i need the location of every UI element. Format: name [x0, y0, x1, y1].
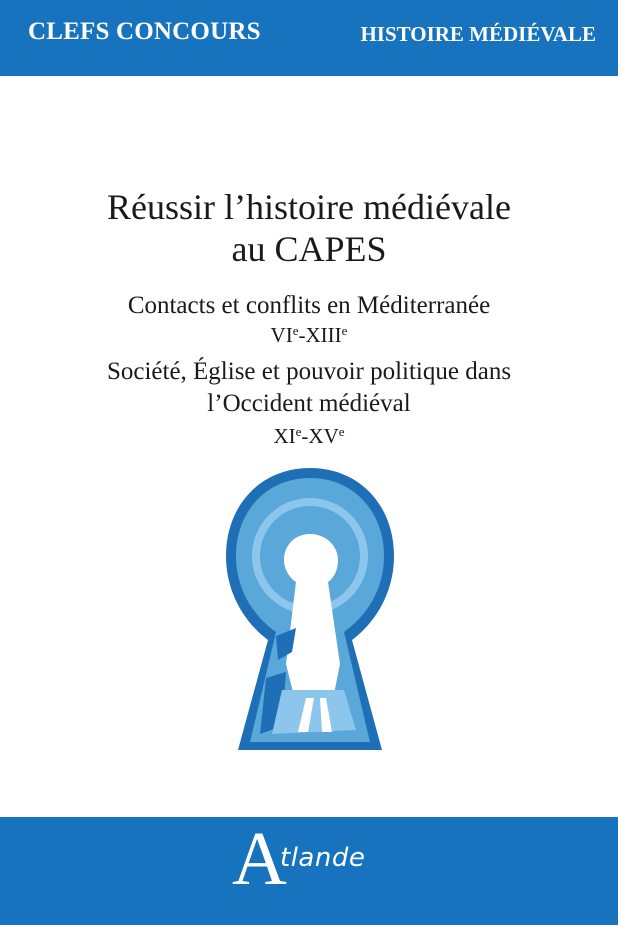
- header-band: [0, 0, 618, 76]
- subject-1-period: VIe-XIIIe: [270, 323, 348, 347]
- logo-initial: A: [232, 817, 287, 901]
- subjects: [0, 290, 618, 449]
- subject-2-title-line-1: Société, Église et pouvoir politique dans: [106, 358, 512, 385]
- period-start: XI: [273, 424, 296, 448]
- logo-text: tlande: [280, 843, 366, 873]
- collection-title: HISTOIRE MÉDIÉVALE: [360, 22, 596, 46]
- title-line-2: au CAPES: [231, 229, 387, 269]
- series-title: CLEFS CONCOURS: [28, 18, 261, 45]
- subject-1-title: Contacts et conflits en Méditerranée: [127, 292, 491, 319]
- subject-2: [0, 356, 618, 449]
- period-end: XIII: [305, 323, 342, 347]
- period-start: VI: [270, 323, 293, 347]
- period-suffix: e: [295, 424, 302, 439]
- period-end: XV: [308, 424, 339, 448]
- subject-2-title-line-2: l’Occident médiéval: [207, 390, 411, 417]
- period-suffix: e: [292, 323, 299, 338]
- subject-1: [0, 290, 618, 348]
- keyhole-icon: [222, 464, 398, 754]
- period-suffix: e: [338, 424, 345, 439]
- book-title: [0, 186, 618, 270]
- subject-2-period: XIe-XVe: [273, 424, 345, 448]
- period-suffix: e: [341, 323, 348, 338]
- publisher-logo: [232, 817, 392, 901]
- title-line-1: Réussir l’histoire médiévale: [107, 187, 511, 227]
